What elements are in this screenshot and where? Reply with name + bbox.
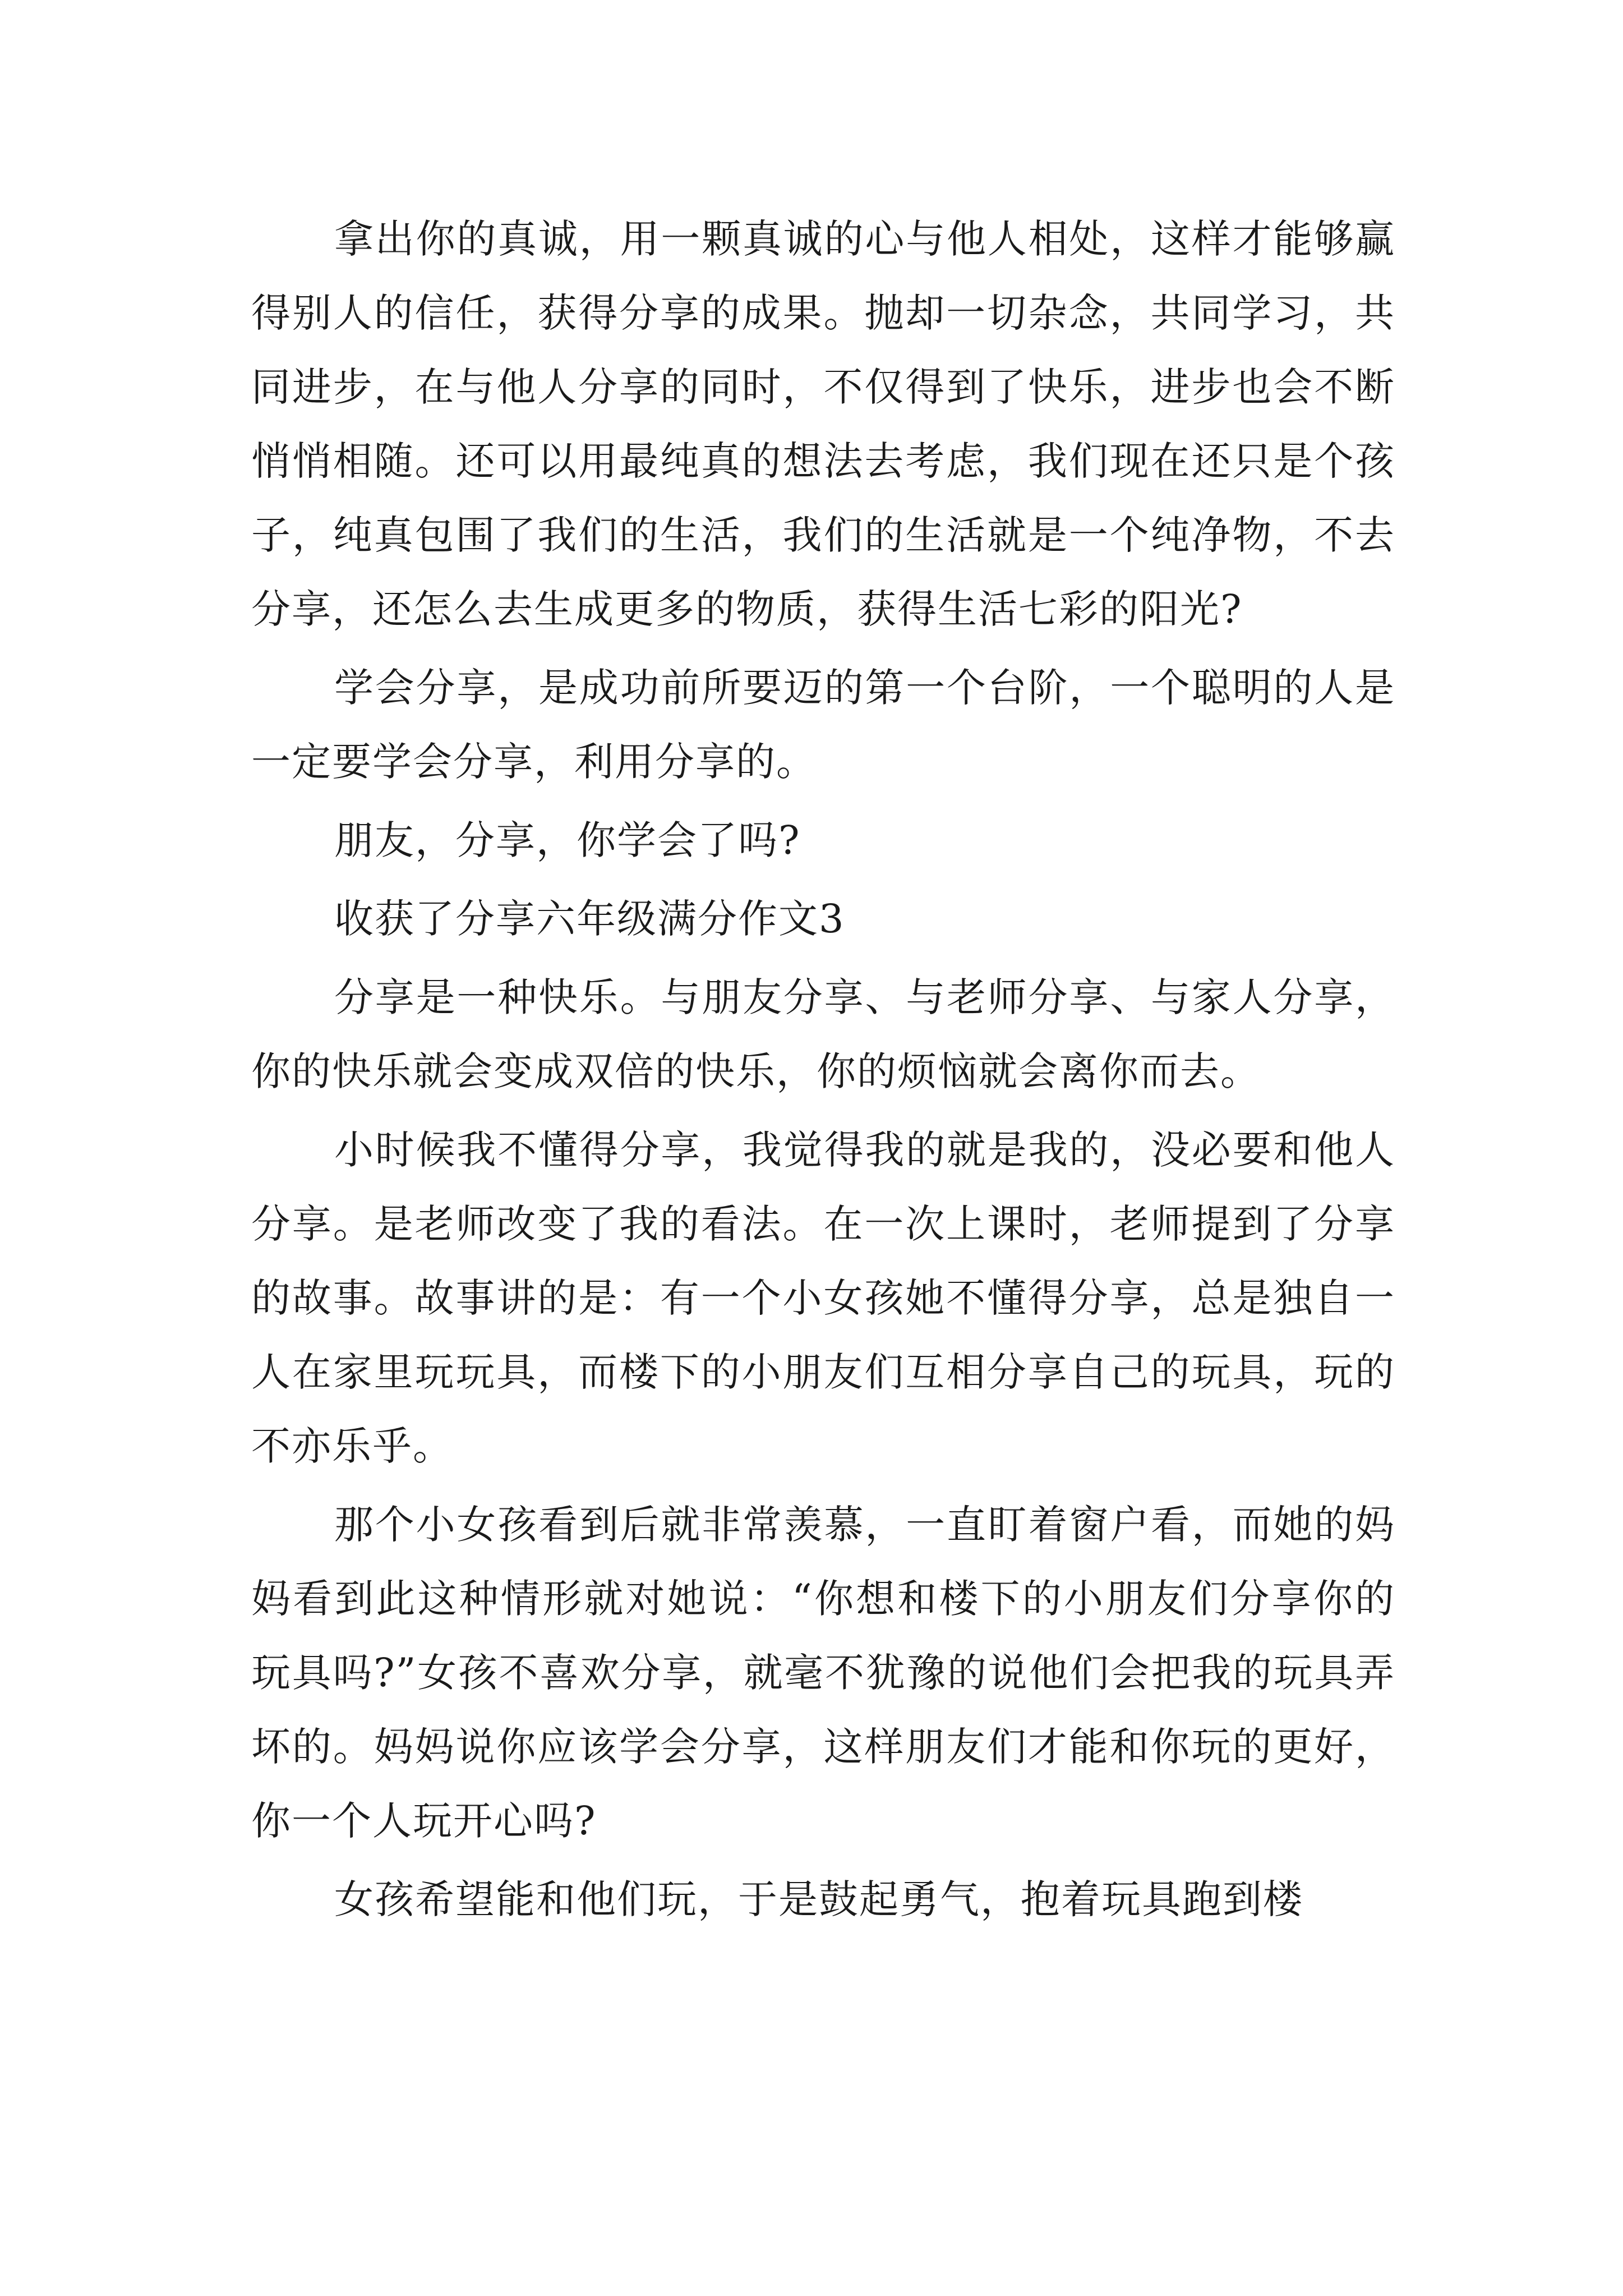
document-body [251,202,1395,1936]
paragraph: 女孩希望能和他们玩，于是鼓起勇气，抱着玩具跑到楼 [334,1876,1303,1922]
paragraph: 朋友，分享，你学会了吗? [334,817,801,863]
section-heading: 收获了分享六年级满分作文3 [334,896,845,942]
paragraph: 学会分享，是成功前所要迈的第一个台阶，一个聪明的人是一定要学会分享，利用分享的。 [251,665,1395,785]
paragraph: 小时候我不懂得分享，我觉得我的就是我的，没必要和他人分享。是老师改变了我的看法。在一次上课时，老师提到了分享的故事。故事讲的是：有一个小女孩她不懂得分享，总是独自一人在家里玩玩具，而楼下的小朋友们互相分享自己的玩具，玩的不亦乐乎。 [251,1127,1395,1469]
paragraph: 分享是一种快乐。与朋友分享、与老师分享、与家人分享，你的快乐就会变成双倍的快乐，你的烦恼就会离你而去。 [251,974,1395,1094]
paragraph: 拿出你的真诚，用一颗真诚的心与他人相处，这样才能够赢得别人的信任，获得分享的成果。抛却一切杂念，共同学习，共同进步，在与他人分享的同时，不仅得到了快乐，进步也会不断悄悄相随。还可以用最纯真的想法去考虑，我们现在还只是个孩子，纯真包围了我们的生活，我们的生活就是一个纯净物，不去分享，还怎么去生成更多的物质，获得生活七彩的阳光? [251,216,1395,632]
paragraph: 那个小女孩看到后就非常羡慕，一直盯着窗户看，而她的妈妈看到此这种情形就对她说：“你想和楼下的小朋友们分享你的玩具吗?”女孩不喜欢分享，就毫不犹豫的说他们会把我的玩具弄坏的。妈妈说你应该学会分享，这样朋友们才能和你玩的更好，你一个人玩开心吗? [251,1502,1395,1844]
